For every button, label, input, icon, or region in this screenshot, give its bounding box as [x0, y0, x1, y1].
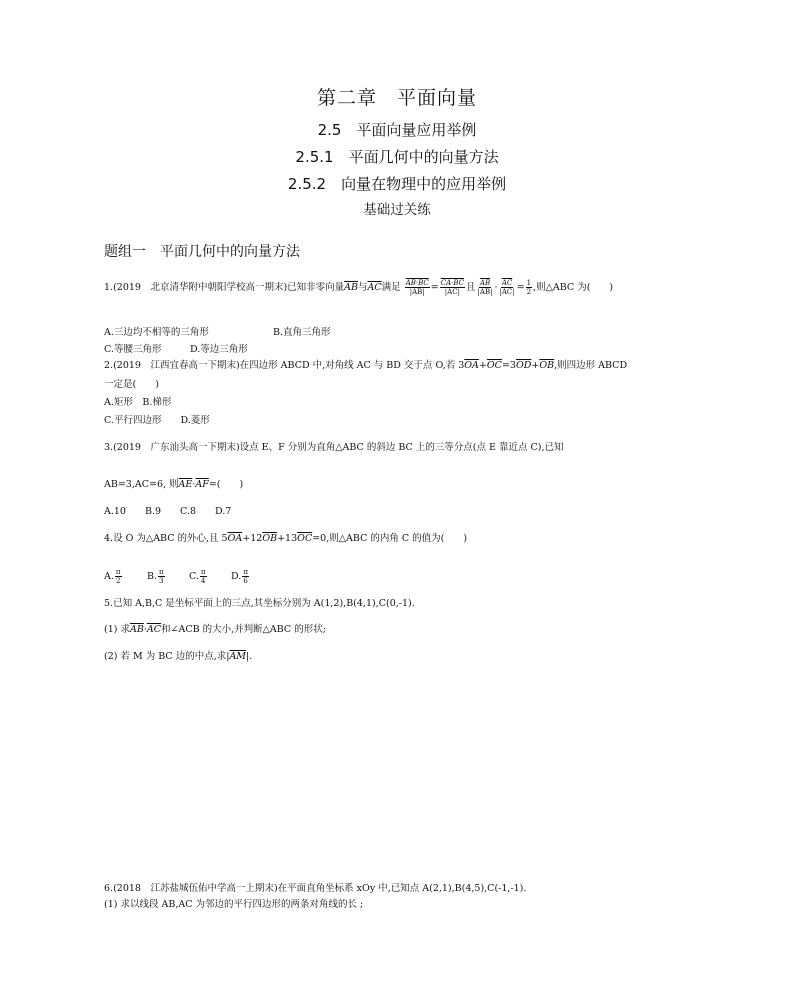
- q3-line2: [104, 479, 243, 491]
- question-4: [104, 533, 467, 545]
- frac-b-num: CA·BC: [440, 279, 465, 287]
- half-num: 1: [526, 279, 532, 287]
- group1-title: 题组一 平面几何中的向量方法: [104, 244, 300, 260]
- frac-d-den: |AC|: [499, 288, 515, 296]
- q3-dot: ·: [192, 479, 196, 490]
- half-den: 2: [526, 288, 532, 296]
- pi-over-6: [242, 568, 249, 585]
- q4-a-label: A.: [104, 571, 114, 582]
- vector-od: $\overline{OD}$: [515, 360, 532, 371]
- frac-a-den: |AB|: [409, 288, 425, 296]
- question-3: 3.(2019 广东汕头高一下期末)设点 E、F 分别为直角△ABC 的斜边 BC 上的三等分点(点 E 靠近点 C),已知: [104, 442, 564, 453]
- q5-vector-ac: $\overline{AC}$: [146, 624, 161, 635]
- fraction-a: [405, 279, 430, 296]
- q4-option-c: [189, 566, 208, 588]
- vector-ac: $\overline{AC}$: [367, 282, 382, 293]
- q2-eq: =3: [501, 360, 516, 371]
- fraction-half: [526, 279, 532, 296]
- q6-part1: (1) 求以线段 AB,AC 为邻边的平行四边形的两条对角线的长 ;: [104, 899, 364, 910]
- q5-p1-prefix: (1) 求: [104, 624, 130, 635]
- q2-tail: ,则四边形 ABCD: [554, 360, 628, 371]
- vector-af: $\overline{AF}$: [195, 479, 209, 490]
- q5-p2-prefix: (2) 若 M 为 BC 边的中点,求|: [104, 651, 230, 662]
- subsection-title-1: 2.5.1 平面几何中的向量方法: [295, 148, 499, 166]
- q1-eq: =: [430, 282, 439, 293]
- q1-option-b: B.直角三角形: [273, 327, 331, 338]
- q2-options-ab: A.矩形 B.梯形: [104, 397, 172, 408]
- q5-part1: [104, 624, 326, 636]
- q5-vector-am: $\overline{AM}$: [229, 651, 247, 662]
- frac-b-den: |AC|: [444, 288, 460, 296]
- q3-prefix: AB=3,AC=6, 则: [104, 479, 179, 490]
- practice-title: 基础过关练: [363, 202, 431, 218]
- q4-d-label: D.: [231, 571, 242, 582]
- frac-d-num: $\overline{AC}$: [501, 279, 513, 287]
- q1-option-a: A.三边均不相等的三角形: [104, 327, 209, 338]
- q4-prefix: 4.设 O 为△ABC 的外心,且 5: [104, 533, 228, 544]
- q3-options: A.10 B.9 C.8 D.7: [104, 506, 232, 517]
- q1-option-c: C.等腰三角形: [104, 344, 162, 355]
- frac-c-num: $\overline{AB}$: [479, 279, 491, 287]
- q4-plus12: +12: [242, 533, 263, 544]
- q2-plus1: +: [478, 360, 487, 371]
- section-title: 2.5 平面向量应用举例: [317, 121, 477, 139]
- fraction-d: [498, 279, 515, 296]
- q4-option-a: [104, 566, 123, 588]
- pi-over-2: [115, 568, 122, 585]
- den-d: 6: [243, 577, 248, 585]
- q4-vector-oc: $\overline{OC}$: [297, 533, 313, 544]
- q2-options-cd: C.平行四边形 D.菱形: [104, 415, 210, 426]
- subsection-title-2: 2.5.2 向量在物理中的应用举例: [287, 175, 507, 193]
- vector-oc: $\overline{OC}$: [486, 360, 502, 371]
- q1-eq2: =: [516, 282, 525, 293]
- q2-line2: 一定是( ): [104, 379, 159, 390]
- q4-b-label: B.: [147, 571, 158, 582]
- q4-vector-oa: $\overline{OA}$: [227, 533, 243, 544]
- fraction-b: [440, 279, 465, 296]
- q5-vector-ab: $\overline{AB}$: [129, 624, 144, 635]
- den-b: 3: [159, 577, 164, 585]
- pi-over-4: [200, 568, 207, 585]
- q4-tail: =0,则△ABC 的内角 C 的值为( ): [312, 533, 468, 544]
- q3-tail: =( ): [208, 479, 244, 490]
- frac-c-den: |AB|: [477, 288, 493, 296]
- q1-and: 与: [358, 282, 368, 293]
- q1-option-d: D.等边三角形: [190, 344, 248, 355]
- q5-dot: ·: [143, 624, 147, 635]
- question-5: 5.已知 A,B,C 是坐标平面上的三点,其坐标分别为 A(1,2),B(4,1),C(0,-1).: [104, 598, 415, 609]
- frac-a-num: AB·BC: [405, 279, 429, 287]
- q4-option-d: [231, 566, 250, 588]
- question-1: [104, 278, 613, 298]
- pi-over-3: [158, 568, 165, 585]
- question-2: [104, 360, 627, 372]
- q1-cond: 满足: [381, 282, 401, 293]
- q1-prefix: 1.(2019 北京清华附中朝阳学校高一期末)已知非零向量: [104, 282, 345, 293]
- q5-p1-tail: 和∠ACB 的大小,并判断△ABC 的形状;: [161, 624, 326, 635]
- q4-c-label: C.: [189, 571, 199, 582]
- q2-plus2: +: [531, 360, 540, 371]
- q1-dot: ·: [494, 282, 498, 293]
- q2-prefix: 2.(2019 江西宜春高一下期末)在四边形 ABCD 中,对角线 AC 与 BD 交于点 O,若 3: [104, 360, 465, 371]
- pi-a: π: [115, 568, 121, 576]
- q5-part2: [104, 651, 252, 663]
- den-a: 2: [115, 577, 121, 585]
- q4-vector-ob: $\overline{OB}$: [262, 533, 278, 544]
- vector-ab: $\overline{AB}$: [344, 282, 358, 293]
- vector-oa: $\overline{OA}$: [464, 360, 479, 371]
- vector-ob: $\overline{OB}$: [539, 360, 555, 371]
- chapter-title: 第二章 平面向量: [316, 87, 477, 109]
- pi-b: π: [159, 568, 164, 576]
- pi-d: π: [243, 568, 248, 576]
- pi-c: π: [200, 568, 206, 576]
- q4-plus13: +13: [277, 533, 298, 544]
- q5-p2-tail: |.: [246, 651, 253, 662]
- vector-ae: $\overline{AE}$: [178, 479, 193, 490]
- fraction-c: [477, 279, 494, 296]
- q4-option-b: [147, 566, 166, 588]
- question-6: 6.(2018 江苏盐城伍佑中学高一上期末)在平面直角坐标系 xOy 中,已知点 A(2,1),B(4,5),C(-1,-1).: [104, 883, 527, 894]
- q1-and2: 且: [466, 282, 476, 293]
- den-c: 4: [201, 577, 206, 585]
- q1-tail: ,则△ABC 为( ): [533, 282, 614, 293]
